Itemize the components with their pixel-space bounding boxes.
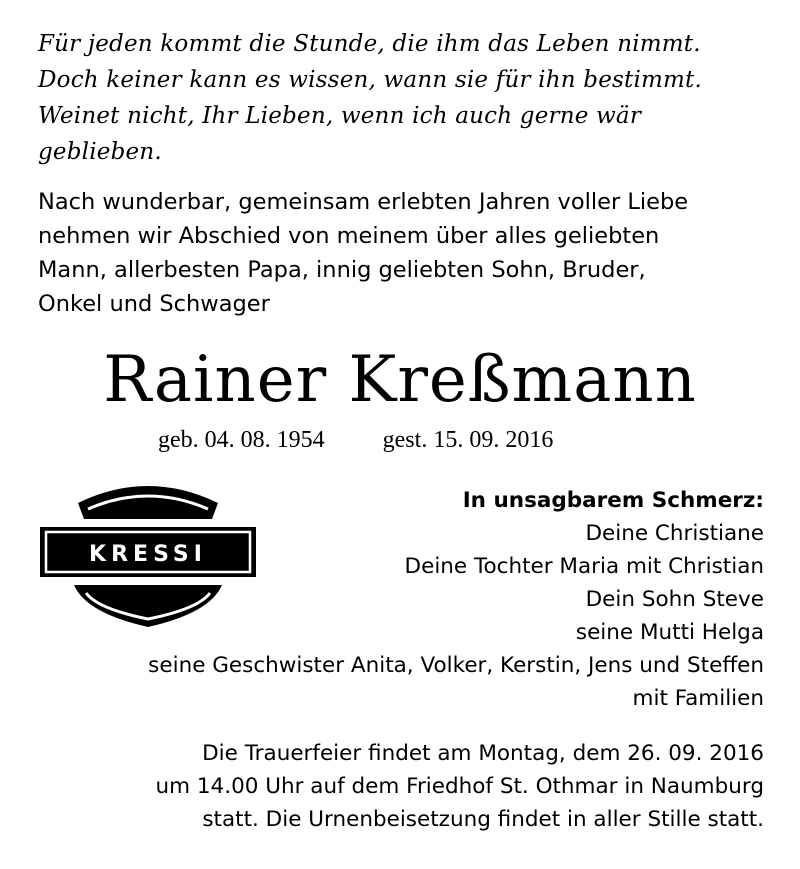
poem-line: Doch keiner kann es wissen, wann sie für ihn bestimmt. (38, 67, 702, 93)
funeral-line: Die Trauerfeier findet am Montag, dem 26. 09. 2016 (202, 741, 764, 766)
intro-line: Onkel und Schwager (38, 291, 270, 317)
life-dates (158, 420, 553, 460)
mourner-line: seine Geschwister Anita, Volker, Kerstin, Jens und Steffen (148, 653, 764, 678)
intro-line: Nach wunderbar, gemeinsam erlebten Jahren voller Liebe (38, 189, 689, 215)
mourner-line: mit Familien (632, 686, 764, 711)
poem-verse (38, 26, 778, 170)
mourners-heading: In unsagbarem Schmerz: (462, 488, 764, 513)
mourner-line: Dein Sohn Steve (585, 587, 764, 612)
funeral-info (44, 737, 764, 836)
mourners-list (64, 484, 764, 715)
deceased-name: Rainer Kreßmann (103, 343, 697, 417)
poem-line: geblieben. (38, 139, 162, 165)
intro-line: nehmen wir Abschied von meinem über alles geliebten (38, 223, 660, 249)
mourner-line: Deine Christiane (585, 521, 764, 546)
mourner-line: Deine Tochter Maria mit Christian (404, 554, 764, 579)
mourner-line: seine Mutti Helga (575, 620, 764, 645)
emblem-text: KRESSI (89, 542, 207, 567)
intro-paragraph (38, 185, 778, 321)
poem-line: Weinet nicht, Ihr Lieben, wenn ich auch gerne wär (38, 103, 642, 129)
intro-line: Mann, allerbesten Papa, innig geliebten Sohn, Bruder, (38, 257, 646, 283)
funeral-line: um 14.00 Uhr auf dem Friedhof St. Othmar in Naumburg (155, 774, 764, 799)
poem-line: Für jeden kommt die Stunde, die ihm das Leben nimmt. (38, 31, 701, 57)
funeral-line: statt. Die Urnenbeisetzung findet in aller Stille statt. (202, 807, 764, 832)
death-date: gest. 15. 09. 2016 (382, 427, 554, 453)
birth-date: geb. 04. 08. 1954 (158, 427, 325, 453)
